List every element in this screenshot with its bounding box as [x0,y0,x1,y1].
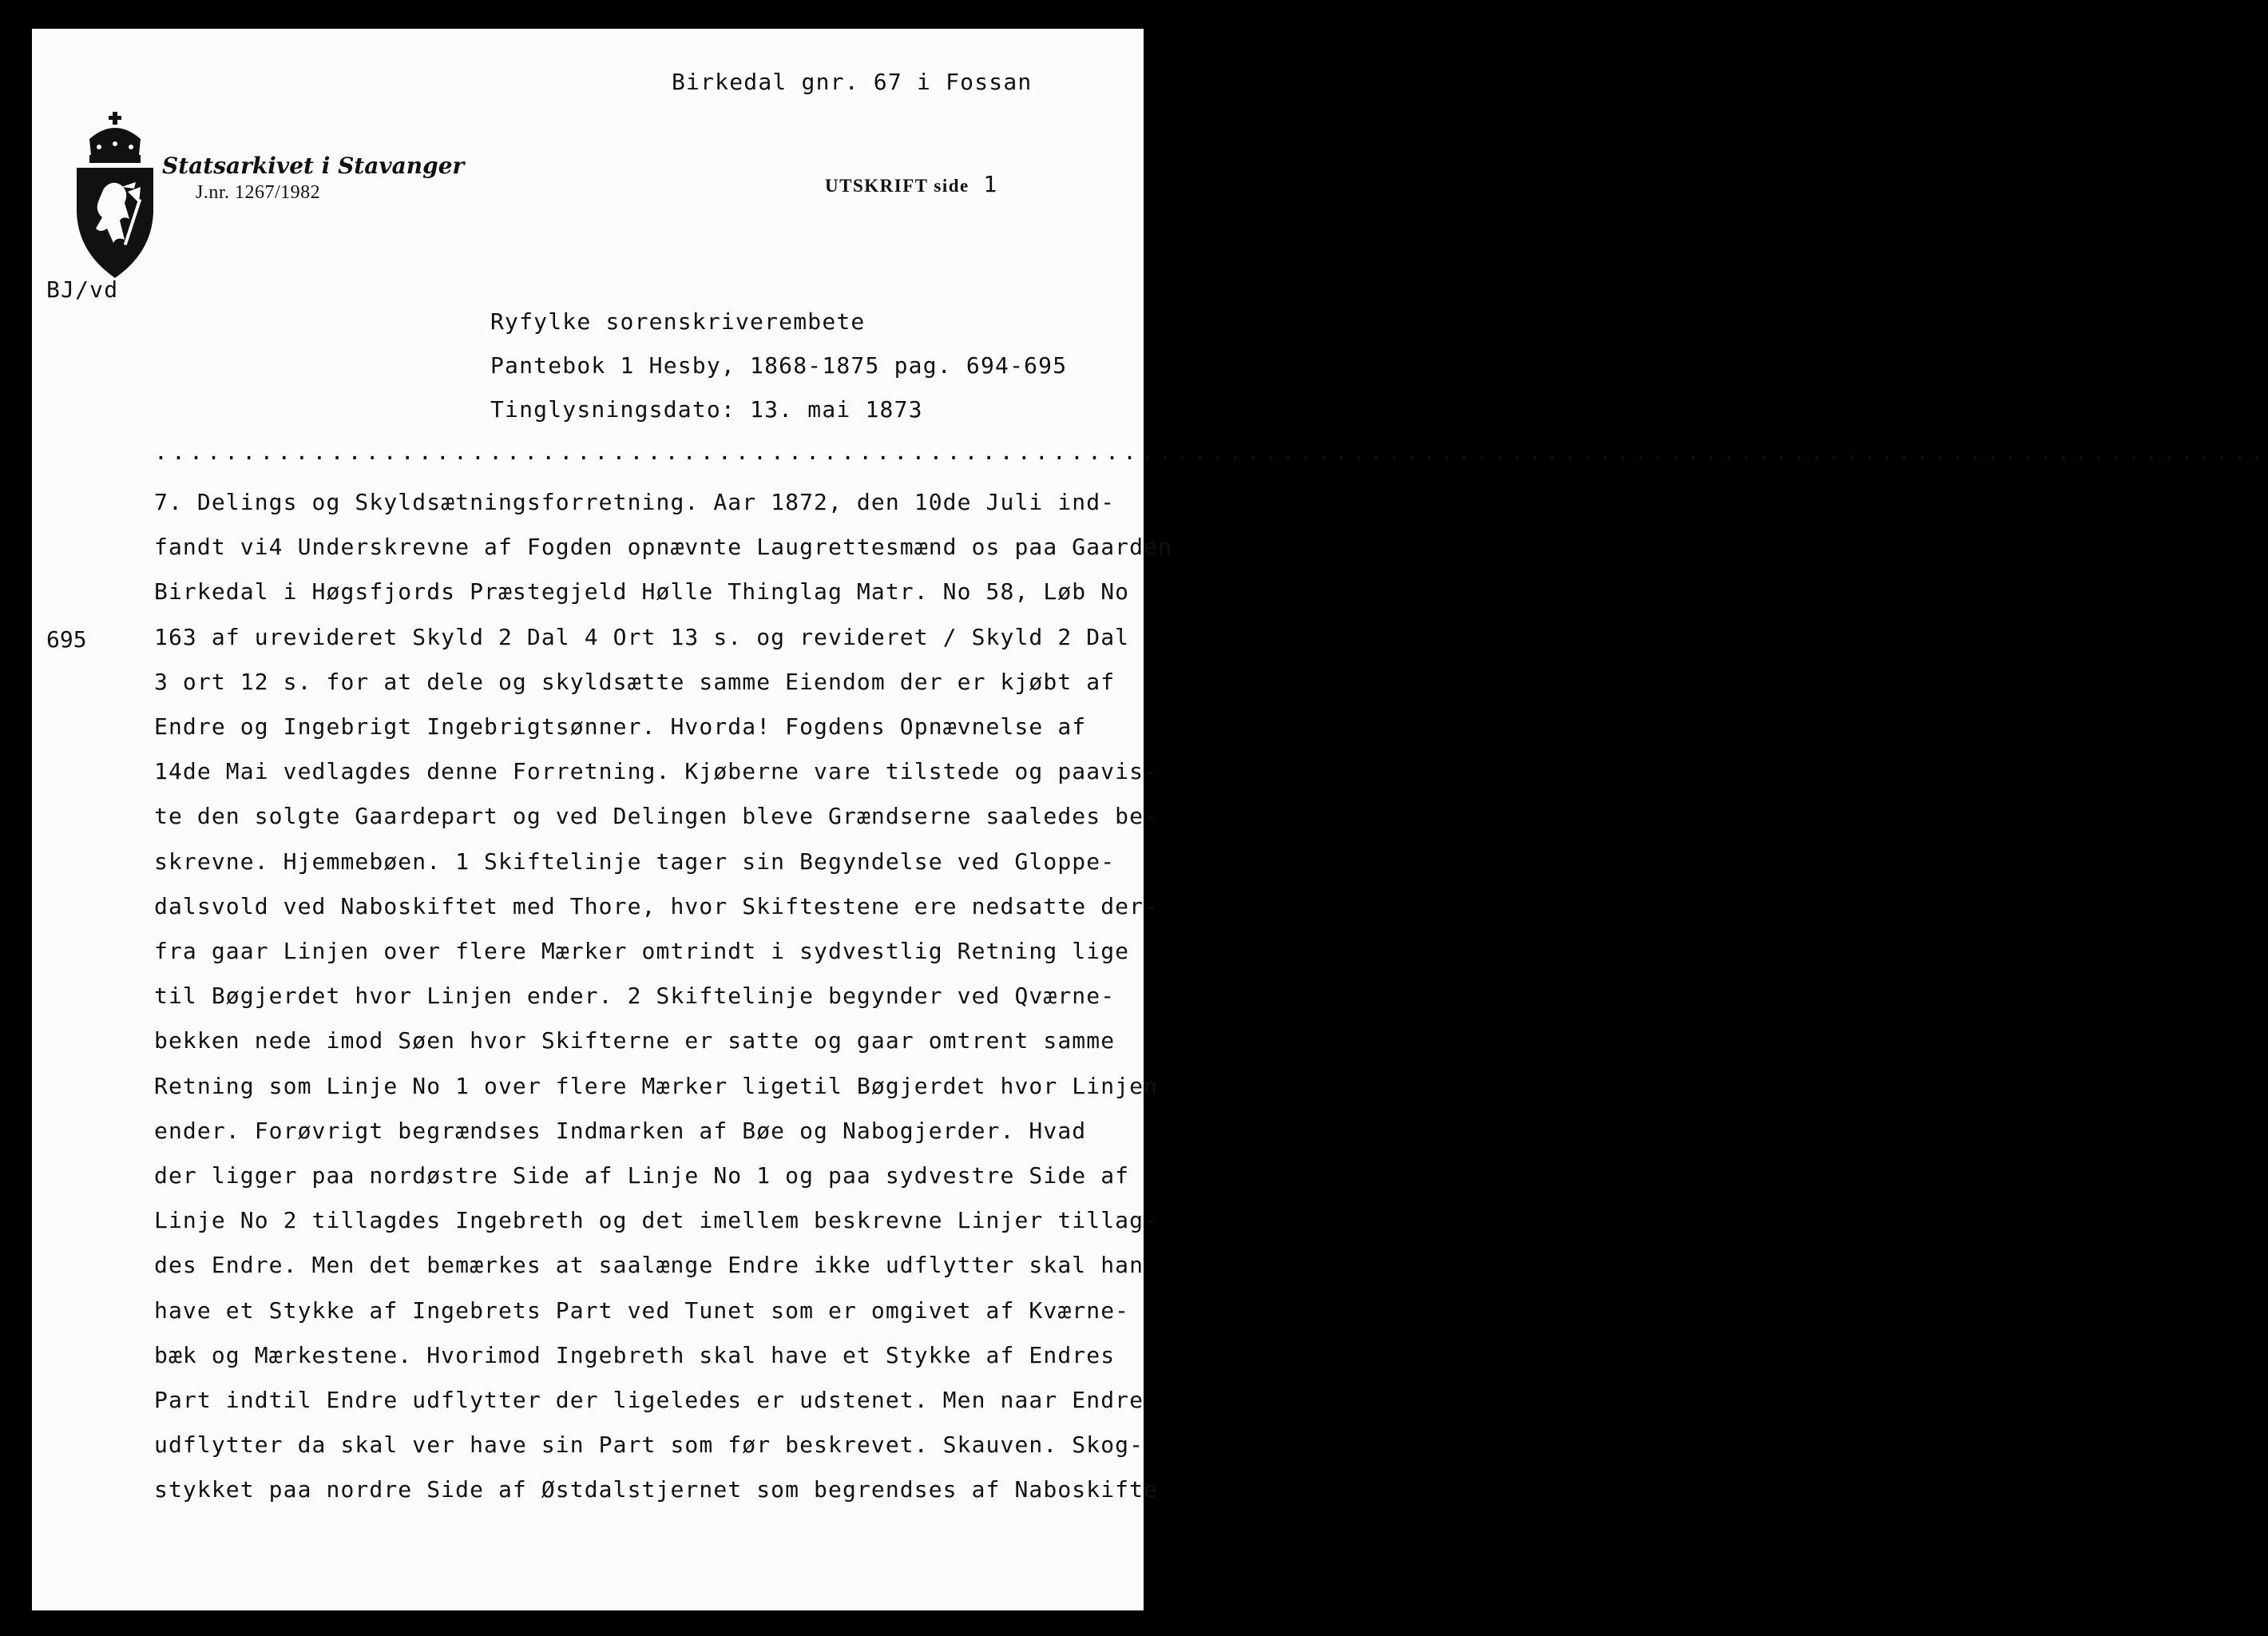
utskrift-label: UTSKRIFT side [825,176,969,196]
transcription-line: skrevne. Hjemmebøen. 1 Skiftelinje tager sin Begyndelse ved Gloppe- [154,848,1116,875]
transcription-line: Linje No 2 tillagdes Ingebreth og det imellem beskrevne Linjer tillag- [154,1207,1159,1234]
source-book: Pantebok 1 Hesby, 1868-1875 pag. 694-695 [490,352,1068,379]
transcription-line: 7. Delings og Skyldsætningsforretning. Aar 1872, den 10de Juli ind- [154,489,1116,515]
utskrift-header [825,171,997,197]
transcription-line: udflytter da skal ver have sin Part som før beskrevet. Skauven. Skog- [154,1432,1144,1459]
institution-name: Statsarkivet i Stavanger [162,153,465,179]
transcription-line: dalsvold ved Naboskiftet med Thore, hvor Skiftestene ere nedsatte der- [154,892,1159,919]
transcription-line: fandt vi4 Underskrevne af Fogden opnævnte Laugrettesmænd os paa Gaarden [154,534,1172,561]
transcription-line: 3 ort 12 s. for at dele og skyldsætte samme Eiendom der er kjøbt af [154,668,1116,695]
transcription-line: Birkedal i Høgsfjords Præstegjeld Hølle Thinglag Matr. No 58, Løb No [154,578,1130,606]
margin-page-note: 695 [46,626,87,653]
page-number: 1 [983,171,998,197]
coat-of-arms-icon [72,109,158,280]
dotted-divider [154,439,2268,465]
transcription-line: Retning som Linje No 1 over flere Mærker ligetil Bøgjerdet hvor Linjen [154,1072,1159,1099]
source-office: Ryfylke sorenskriverembete [490,308,866,335]
transcription-line: Part indtil Endre udflytter der ligeledes er udstenet. Men naar Endre [154,1387,1144,1413]
document-page [32,29,2268,1610]
journal-number: J.nr. 1267/1982 [196,182,321,203]
registration-date: Tinglysningsdato: 13. mai 1873 [490,396,923,423]
transcription-line: have et Stykke af Ingebrets Part ved Tunet som er omgivet af Kværne- [154,1296,1130,1324]
transcription-line: des Endre. Men det bemærkes at saalænge Endre ikke udflytter skal han [154,1252,1144,1279]
transcription-line: til Bøgjerdet hvor Linjen ender. 2 Skiftelinje begynder ved Qværne- [154,983,1116,1010]
initials: BJ/vd [46,276,119,303]
transcription-line: 14de Mai vedlagdes denne Forretning. Kjøberne vare tilstede og paavis- [154,758,1159,785]
place-heading: Birkedal gnr. 67 i Fossan [672,69,1033,95]
transcription-line: bekken nede imod Søen hvor Skifterne er satte og gaar omtrent samme [154,1027,1116,1054]
transcription-line: stykket paa nordre Side af Østdalstjernet som begrendses af Naboskifte [154,1476,1159,1503]
divider-text: ........................................................................................................................ [154,439,2268,465]
transcription-line: bæk og Mærkestene. Hvorimod Ingebreth skal have et Stykke af Endres [154,1341,1116,1368]
transcription-line: ender. Forøvrigt begrændses Indmarken af Bøe og Nabogjerder. Hvad [154,1117,1087,1144]
transcription-line: der ligger paa nordøstre Side af Linje No 1 og paa sydvestre Side af [154,1162,1130,1189]
transcription-line: Endre og Ingebrigt Ingebrigtsønner. Hvorda! Fogdens Opnævnelse af [154,713,1087,740]
transcription-line: te den solgte Gaardepart og ved Delingen bleve Grændserne saaledes be- [154,803,1159,830]
transcription-line: 163 af urevideret Skyld 2 Dal 4 Ort 13 s. og revideret / Skyld 2 Dal [154,623,1130,650]
transcription-line: fra gaar Linjen over flere Mærker omtrindt i sydvestlig Retning lige [154,938,1130,964]
